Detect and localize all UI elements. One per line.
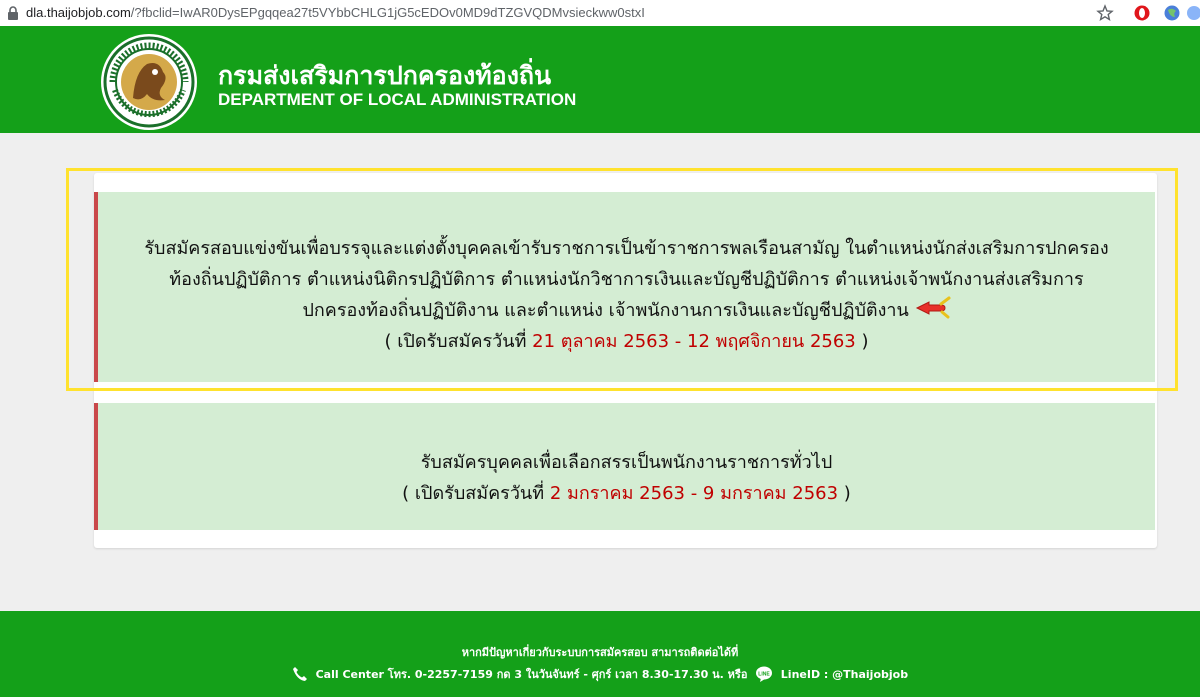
svg-text:LINE: LINE (758, 671, 770, 678)
site-title-thai: กรมส่งเสริมการปกครองท้องถิ่น (218, 61, 552, 90)
site-title-english: DEPARTMENT OF LOCAL ADMINISTRATION (218, 90, 577, 109)
dla-seal-icon[interactable] (97, 32, 201, 132)
announcement-line: ท้องถิ่นปฏิบัติการ ตำแหน่งนิติกรปฏิบัติการ ตำแหน่งนักวิชาการเงินและบัญชีปฏิบัติการ ตำแหน่งเจ้าพนักงานส่งเสริมการ (169, 269, 1084, 290)
footer-contact (0, 665, 1200, 683)
date-suffix: ) (855, 331, 869, 352)
lock-icon[interactable] (6, 5, 20, 21)
site-footer (0, 611, 1200, 697)
profile-icon[interactable] (1185, 4, 1200, 22)
browser-address-bar (0, 0, 1200, 27)
date-suffix: ) (838, 483, 851, 504)
phone-icon (292, 666, 308, 682)
bookmark-star-icon[interactable] (1096, 4, 1114, 22)
line-id-text[interactable]: LineID : @Thaijobjob (780, 668, 909, 681)
announcement-civil-servant-exam[interactable] (94, 192, 1155, 382)
opera-icon[interactable] (1133, 4, 1151, 22)
announcement-government-employee[interactable] (94, 403, 1155, 530)
announcement-line: รับสมัครบุคคลเพื่อเลือกสรรเป็นพนักงานราชการทั่วไป (420, 452, 833, 473)
date-prefix: ( เปิดรับสมัครวันที่ (384, 331, 533, 352)
date-prefix: ( เปิดรับสมัครวันที่ (402, 483, 550, 504)
pointing-hand-icon (915, 296, 951, 320)
url-path: /?fbclid=IwAR0DysEPgqqea27t5VYbbCHLG1jG5cEDOv0MD9dTZGVQDMvsieckww0stxI (130, 5, 645, 20)
application-period (98, 326, 1155, 357)
call-center-text: Call Center โทร. 0-2257-7159 กด 3 ในวันจันทร์ - ศุกร์ เวลา 8.30-17.30 น. หรือ (315, 668, 748, 681)
line-app-icon (755, 666, 773, 682)
date-range: 2 มกราคม 2563 - 9 มกราคม 2563 (549, 483, 839, 504)
site-header (0, 26, 1200, 133)
announcement-line (98, 295, 1155, 326)
url-host: dla.thaijobjob.com (26, 5, 131, 20)
extension-icon[interactable] (1163, 4, 1181, 22)
application-period (98, 478, 1155, 509)
url-text[interactable] (26, 5, 645, 20)
announcement-line-text: ปกครองท้องถิ่นปฏิบัติงาน และตำแหน่ง เจ้าพนักงานการเงินและบัญชีปฏิบัติงาน (302, 300, 909, 321)
date-range: 21 ตุลาคม 2563 - 12 พฤศจิกายน 2563 (532, 331, 856, 352)
announcement-line: รับสมัครสอบแข่งขันเพื่อบรรจุและแต่งตั้งบุคคลเข้ารับราชการเป็นข้าราชการพลเรือนสามัญ ในตำแหน่งนักส่งเสริมการปกครอง (144, 238, 1109, 259)
footer-notice: หากมีปัญหาเกี่ยวกับระบบการสมัครสอบ สามารถติดต่อได้ที่ (461, 646, 739, 659)
